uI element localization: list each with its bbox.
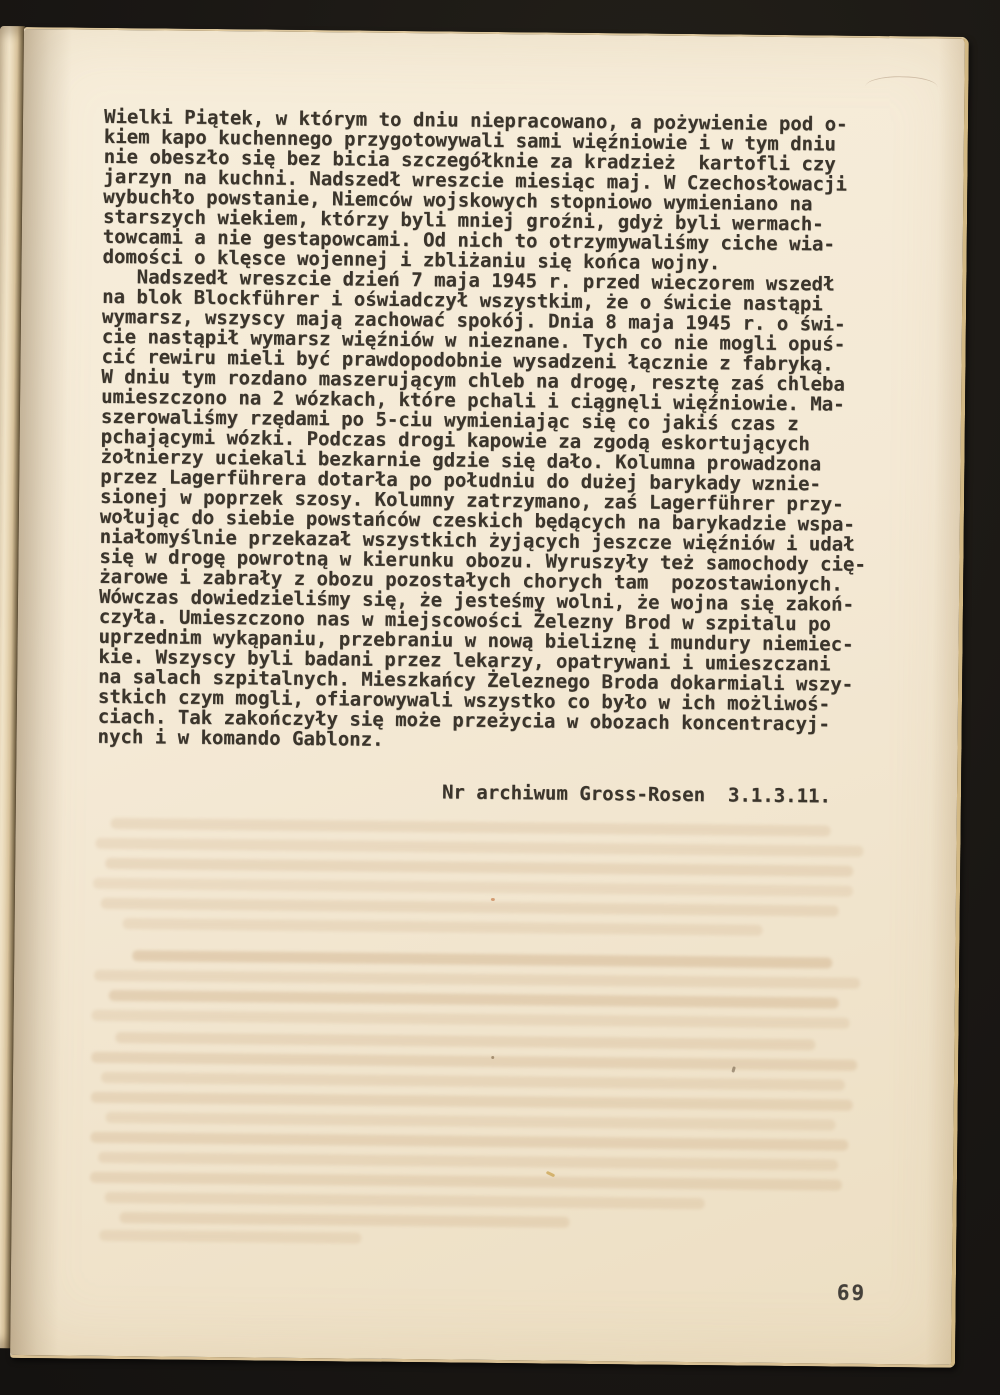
- paper-crease: [865, 76, 937, 98]
- bleedthrough-line: [91, 1052, 857, 1071]
- bleedthrough-line: [101, 898, 839, 917]
- bleedthrough-line: [91, 1092, 853, 1111]
- bleedthrough-line: [111, 818, 831, 837]
- document-page: [10, 27, 969, 1368]
- bleedthrough-line: [92, 1010, 850, 1029]
- paper-speck: [731, 1066, 736, 1073]
- bleedthrough-line: [99, 1230, 361, 1244]
- archive-note: Nr archiwum Gross-Rosen 3.1.3.11.: [441, 781, 832, 808]
- bleedthrough-line: [115, 1032, 815, 1050]
- bleedthrough-line: [132, 950, 832, 968]
- bleedthrough-line: [101, 1072, 845, 1091]
- bleedthrough-line: [105, 858, 853, 877]
- bleedthrough-line: [90, 1172, 842, 1191]
- bleedthrough-line: [94, 970, 860, 989]
- bleedthrough-line: [98, 1152, 838, 1171]
- paper-speck: [491, 898, 495, 901]
- paper-fiber: [546, 1171, 555, 1178]
- bleedthrough-line: [105, 1192, 705, 1209]
- body-text: Wielki Piątek, w którym to dniu niepracowano, a pożywienie pod o- kiem kapo kuchennego przygotowywali sami więźniowie i w tym dniu nie obeszło się bez bicia szczegółknie za kradzież kartofli czy jarzyn na kuchni. Nadszedł wreszcie miesiąc maj. W Czechosłowacji wybuchło powstanie, Niemców wojskowych stopniowo wymieniano na starszych wiekiem, którzy byli mniej groźni, gdyż byli wermach- towcami a nie gestapowcami. Od nich to otrzymywaliśmy ciche wia- domości o klęsce wojennej i zbliżaniu się końca wojny. Nadszedł wreszcie dzień 7 maja 1945 r. przed wieczorem wszedł na blok Blockführer i oświadczył wszystkim, że o świcie nastąpi wymarsz, wszyscy mają zachować spokój. Dnia 8 maja 1945 r. o świ- cie nastąpił wymarsz więźniów w nieznane. Tych co nie mogli opuś- cić rewiru mieli być prawdopodobnie wysadzeni łącznie z fabryką. W dniu tym rozdano maszerującym chleb na drogę, resztę zaś chleba umieszczono na 2 wózkach, które pchali i ciągnęli więźniowie. Ma- szerowaliśmy rzędami po 5-ciu wymieniając się co jakiś czas z pchającymi wózki. Podczas drogi kapowie za zgodą eskortujących żołnierzy uciekali bezkarnie gdzie się dało. Kolumna prowadzona przez Lagerführera dotarła po południu do dużej barykady wznie- sionej w poprzek szosy. Kolumny zatrzymano, zaś Lagerführer przy- wołując do siebie powstańców czeskich będących na barykadzie wspa- niałomyślnie przekazał wszystkich żyjących jeszcze więźniów i udał się w drogę powrotną w kierunku obozu. Wyruszyły też samochody cię- żarowe i zabrały z obozu pozostałych chorych tam pozostawionych. Wówczas dowiedzieliśmy się, że jesteśmy wolni, że wojna się zakoń- czyła. Umieszczono nas w miejscowości Żelezny Brod w szpitalu po uprzednim wykąpaniu, przebraniu w nową bieliznę i mundury niemiec- kie. Wszyscy byli badani przez lekarzy, opatrywani i umieszczani na salach szpitalnych. Mieszkańcy Żeleznego Broda dokarmiali wszy- stkich czym mogli, ofiarowywali wszystko co było w ich możliwoś- ciach. Tak zakończyły się może przeżycia w obozach koncentracyj- nych i w komando Gablonz.: [97, 105, 866, 751]
- page-number: 69: [836, 1280, 867, 1305]
- bleedthrough-line: [123, 918, 763, 936]
- bleedthrough-line: [119, 1212, 569, 1228]
- bleedthrough-line: [109, 990, 839, 1009]
- bleedthrough-line: [95, 838, 863, 857]
- paper-speck: [491, 1056, 494, 1059]
- bleedthrough-line: [106, 1112, 836, 1131]
- bleedthrough-line: [90, 1132, 848, 1151]
- bleedthrough-line: [93, 878, 853, 897]
